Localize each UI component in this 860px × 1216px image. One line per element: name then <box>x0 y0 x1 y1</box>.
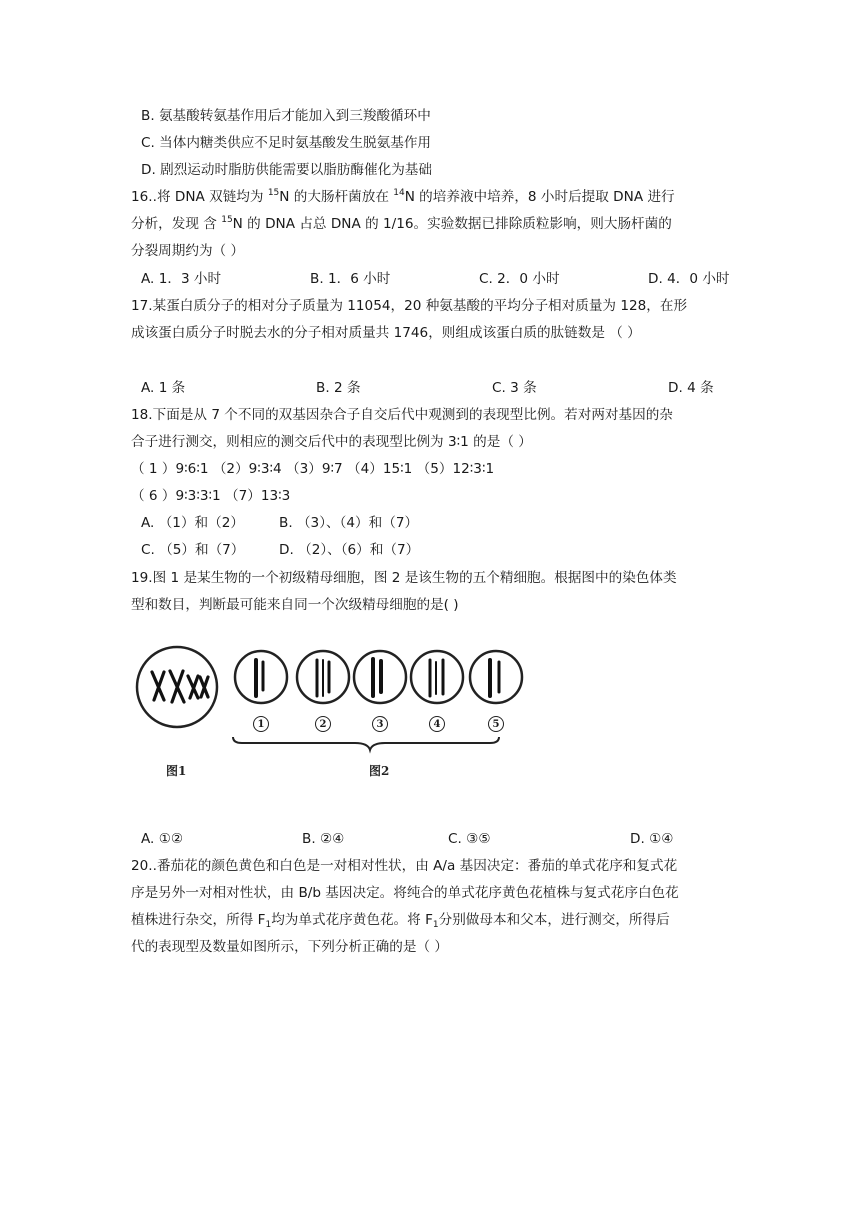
cell-number-5: 5 <box>488 716 504 732</box>
q18-line-1: 18.下面是从 7 个不同的双基因杂合子自交后代中观测到的表现型比例。若对两对基因的杂 <box>131 407 673 423</box>
q18-option-d: D. （2）、（6）和（7） <box>279 542 420 558</box>
q19-option-c: C. ③⑤ <box>448 831 491 847</box>
q18-option-a: A. （1）和（2） <box>141 515 244 531</box>
cell-number-1: 1 <box>253 716 269 732</box>
q20-line-1: 20..番茄花的颜色黄色和白色是一对相对性状，由 A/a 基因决定：番茄的单式花序和复式花 <box>131 858 678 874</box>
q16-option-a: A. 1．3 小时 <box>141 271 222 287</box>
q15-option-d: D. 剧烈运动时脂肪供能需要以脂肪酶催化为基础 <box>141 162 432 178</box>
q16-option-c: C. 2．0 小时 <box>479 271 560 287</box>
q19-option-b: B. ②④ <box>302 831 345 847</box>
primary-spermatocyte-chromosomes <box>152 671 208 702</box>
q16-line-3: 分裂周期约为（ ） <box>131 243 245 259</box>
chromosome-diagram <box>130 630 550 790</box>
q16-line-2: 分析，发现 含 $^{15}$N 的 DNA 占总 DNA 的 1/16。实验数据已排除质粒影响，则大肠杆菌的 <box>131 215 672 232</box>
q17-line-2: 成该蛋白质分子时脱去水的分子相对质量共 1746，则组成该蛋白质的肽链数是 （ ） <box>131 325 641 341</box>
q15-option-b: B. 氨基酸转氨基作用后才能加入到三羧酸循环中 <box>141 108 431 124</box>
q17-option-b: B. 2 条 <box>316 380 361 396</box>
cell-number-4: 4 <box>429 716 445 732</box>
figure-2-brace <box>233 737 499 750</box>
q17-option-c: C. 3 条 <box>492 380 537 396</box>
figure-2-label: 图2 <box>369 764 390 778</box>
q18-option-c: C. （5）和（7） <box>141 542 245 558</box>
q19-chromosome-figure <box>130 630 550 790</box>
q20-line-4: 代的表现型及数量如图所示，下列分析正确的是（ ） <box>131 939 448 955</box>
q19-option-d: D. ①④ <box>630 831 674 847</box>
q18-line-2: 合子进行测交，则相应的测交后代中的表现型比例为 3∶1 的是（ ） <box>131 434 532 450</box>
cell-number-3: 3 <box>372 716 388 732</box>
q20-line-3: 植株进行杂交，所得 $F_1$均为单式花序黄色花。将 $F_1$分别做母本和父本，进行测交，所得后 <box>131 912 670 930</box>
q17-option-d: D. 4 条 <box>668 380 714 396</box>
q18-option-b: B. （3）、（4）和（7） <box>279 515 419 531</box>
figure-1-label: 图1 <box>166 764 187 778</box>
q18-ratio-list-2: （ 6 ）9∶3∶3∶1 （7）13∶3 <box>131 488 291 504</box>
q17-option-a: A. 1 条 <box>141 380 186 396</box>
q15-option-c: C. 当体内糖类供应不足时氨基酸发生脱氨基作用 <box>141 135 432 151</box>
cell-number-2: 2 <box>315 716 331 732</box>
q19-line-1: 19.图 1 是某生物的一个初级精母细胞，图 2 是该生物的五个精细胞。根据图中的染色体类 <box>131 570 677 586</box>
sperm-cells <box>235 651 522 703</box>
q16-option-d: D. 4．0 小时 <box>648 271 730 287</box>
q16-line-1: 16..将 DNA 双链均为 $^{15}$N 的大肠杆菌放在 $^{14}$N 的培养液中培养，8 小时后提取 DNA 进行 <box>131 188 675 205</box>
q17-line-1: 17.某蛋白质分子的相对分子质量为 11054，20 种氨基酸的平均分子相对质量为 128，在形 <box>131 298 688 314</box>
q20-line-2: 序是另外一对相对性状，由 B/b 基因决定。将纯合的单式花序黄色花植株与复式花序白色花 <box>131 885 679 901</box>
q19-option-a: A. ①② <box>141 831 184 847</box>
q16-option-b: B. 1．6 小时 <box>310 271 391 287</box>
q19-line-2: 型和数目，判断最可能来自同一个次级精母细胞的是( ) <box>131 597 459 613</box>
q18-ratio-list-1: （ 1 ）9∶6∶1 （2）9∶3∶4 （3）9∶7 （4）15∶1 （5）12∶3∶1 <box>131 461 495 477</box>
